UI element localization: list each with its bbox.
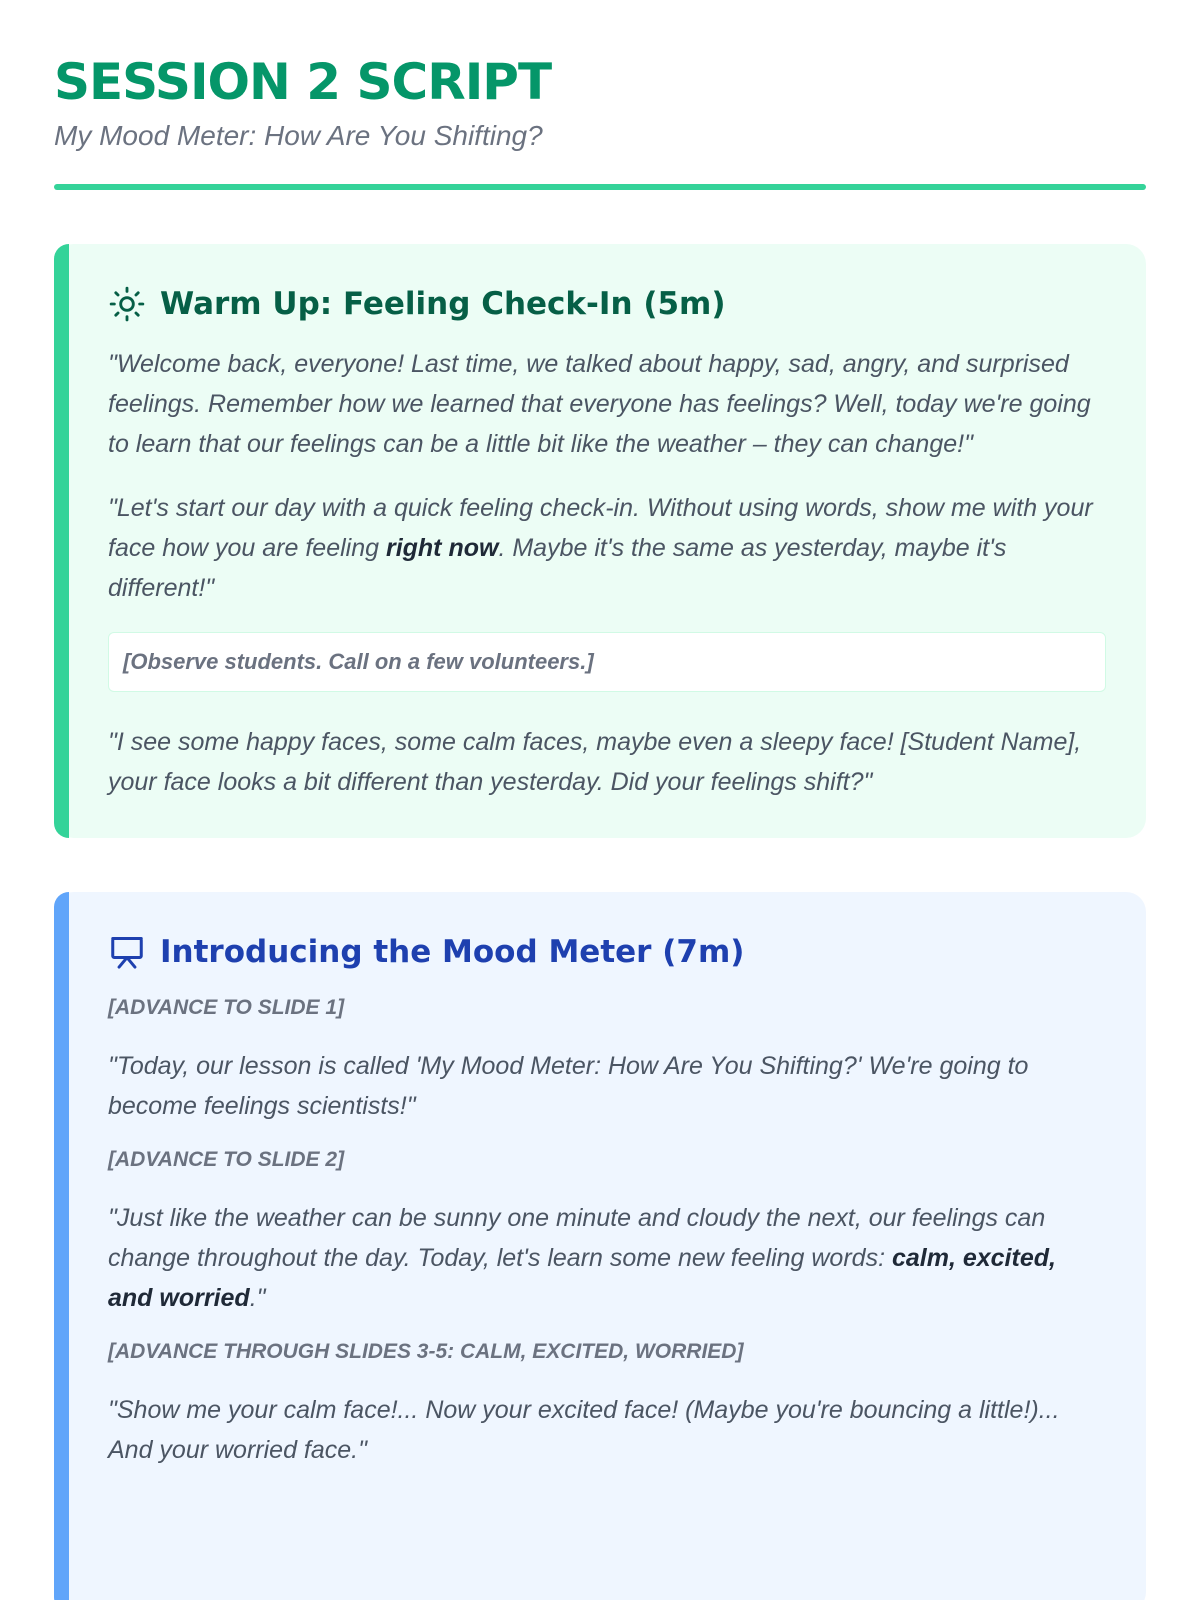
stage-direction-3: [ADVANCE THROUGH SLIDES 3-5: CALM, EXCITED, WORRIED] bbox=[108, 1340, 744, 1363]
warm-up-quote-2-emphasis: right now bbox=[385, 534, 499, 562]
sun-icon bbox=[108, 285, 146, 323]
warm-up-quote-1: "Welcome back, everyone! Last time, we talked about happy, sad, angry, and surprised feelings. Remember how we learned that everyone has feelings? Well, today we're going to learn that our feelings can be a little bit like the weather – they can change!" bbox=[108, 350, 1091, 458]
page-title: SESSION 2 SCRIPT bbox=[54, 53, 552, 111]
intro-quote-2-start: "Just like the weather can be sunny one minute and cloudy the next, our feelings can change throughout the day. Today, let's learn some new feeling words: bbox=[108, 1204, 1046, 1272]
intro-quote-2-emphasis: calm, excited, and worried bbox=[108, 1244, 1056, 1312]
warm-up-heading bbox=[108, 284, 1106, 324]
mood-meter-section bbox=[54, 892, 1146, 1600]
presentation-icon bbox=[108, 933, 146, 971]
stage-direction-2: [ADVANCE TO SLIDE 2] bbox=[108, 1148, 345, 1171]
warm-up-quote-2-end: . Maybe it's the same as yesterday, maybe it's different!" bbox=[108, 534, 1007, 602]
warm-up-heading-text: Warm Up: Feeling Check-In (5m) bbox=[160, 286, 726, 322]
intro-quote-3: "Show me your calm face!... Now your excited face! (Maybe you're bouncing a little!)... And your worried face." bbox=[108, 1396, 1060, 1464]
header-divider bbox=[54, 184, 1146, 190]
warm-up-section bbox=[54, 244, 1146, 838]
page-subtitle: My Mood Meter: How Are You Shifting? bbox=[54, 120, 543, 151]
mood-meter-heading bbox=[108, 932, 1106, 972]
intro-quote-1: "Today, our lesson is called 'My Mood Meter: How Are You Shifting?' We're going to become feelings scientists!" bbox=[108, 1052, 1029, 1120]
warm-up-quote-2-start: "Let's start our day with a quick feeling check-in. Without using words, show me with your face how you are feeling bbox=[108, 494, 1093, 562]
stage-direction-1: [ADVANCE TO SLIDE 1] bbox=[108, 996, 345, 1019]
warm-up-quote-3: "I see some happy faces, some calm faces, maybe even a sleepy face! [Student Name], your face looks a bit different than yesterday. Did your feelings shift?" bbox=[108, 728, 1082, 796]
intro-quote-2-end: ." bbox=[249, 1284, 266, 1312]
mood-meter-heading-text: Introducing the Mood Meter (7m) bbox=[160, 934, 745, 970]
page-header bbox=[54, 0, 1146, 190]
warm-up-quote-2 bbox=[108, 488, 1106, 608]
intro-quote-2 bbox=[108, 1198, 1106, 1318]
teacher-note: [Observe students. Call on a few volunteers.] bbox=[108, 632, 1106, 692]
